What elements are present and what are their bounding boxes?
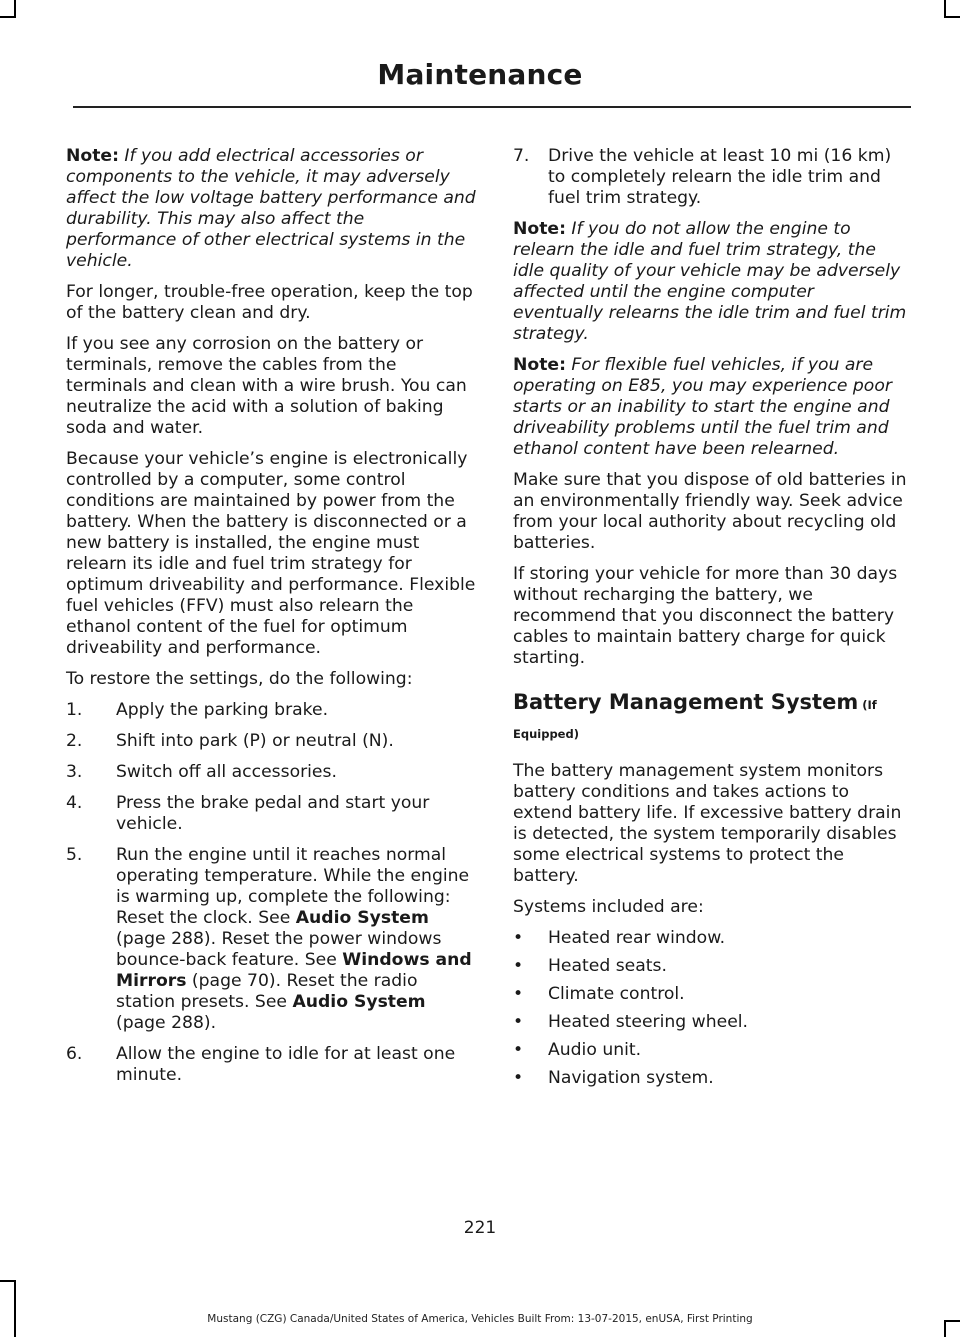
bullet-icon: • [513, 1040, 524, 1060]
note-flexible-fuel [513, 355, 909, 460]
list-item [513, 1012, 909, 1033]
list-item [66, 793, 476, 835]
step-number: 1. [66, 700, 83, 720]
step-text: Run the engine until it reaches normal operating temperature. While the engine is warming up, complete the following: Reset the clock. See [116, 845, 470, 928]
bullet-text: Heated steering wheel. [548, 1012, 749, 1032]
step-number: 5. [66, 845, 83, 865]
bullet-icon: • [513, 984, 524, 1004]
left-column [66, 146, 476, 1096]
step-text: Switch off all accessories. [116, 762, 337, 782]
section-title: Battery Management System [513, 690, 859, 714]
bullet-text: Navigation system. [548, 1068, 714, 1088]
note-label: Note: [513, 355, 566, 375]
page-number: 221 [463, 1218, 497, 1238]
crop-mark [944, 16, 960, 18]
step-number: 2. [66, 731, 83, 751]
step-text: Shift into park (P) or neutral (N). [116, 731, 394, 751]
list-item [66, 1044, 476, 1086]
note-text: For flexible fuel vehicles, if you are operating on E85, you may experience poor starts or an inability to start the engine and driveability problems until the fuel trim and ethanol content have been relearned. [513, 355, 892, 459]
paragraph-corrosion: If you see any corrosion on the battery or terminals, remove the cables from the terminals and clean with a wire brush. You can neutralize the acid with a solution of baking soda and water. [66, 334, 467, 438]
section-qualifier: (If Equipped) [513, 698, 877, 741]
step-text: Apply the parking brake. [116, 700, 329, 720]
paragraph-bms: The battery management system monitors battery conditions and takes actions to extend battery life. If excessive battery drain is detected, the system temporarily disables some electrical systems to protect the battery. [513, 761, 902, 886]
bullet-text: Climate control. [548, 984, 685, 1004]
systems-list [513, 928, 909, 1089]
step-text: (page 70). Reset the radio station presets. See [116, 971, 418, 1012]
list-item [513, 1040, 909, 1061]
paragraph-relearn: Because your vehicle’s engine is electronically controlled by a computer, some control conditions are maintained by power from the battery. When the battery is disconnected or a new battery is installed, the engine must relearn its idle and fuel trim strategy for optimum driveability and performance. Flexible fuel vehicles (FFV) must also relearn the ethanol content of the fuel for optimum driveability and performance. [66, 449, 476, 658]
cross-reference-link[interactable]: Audio System [295, 908, 429, 928]
list-item [66, 845, 476, 1034]
note-idle-quality [513, 219, 909, 345]
note-text: If you add electrical accessories or components to the vehicle, it may adversely affect the low voltage battery performance and durability. This may also affect the performance of other electrical systems in the vehicle. [66, 146, 476, 271]
step-text: (page 288). Reset the power windows bounce-back feature. See [116, 929, 442, 970]
crop-mark [14, 1280, 16, 1337]
step-text: Drive the vehicle at least 10 mi (16 km) to completely relearn the idle trim and fuel trim strategy. [548, 146, 892, 208]
footer-text: Mustang (CZG) Canada/United States of America, Vehicles Built From: 13-07-2015, enUSA, First Printing [207, 1313, 753, 1325]
note-label: Note: [66, 146, 119, 166]
list-item [66, 700, 476, 721]
bullet-text: Audio unit. [548, 1040, 642, 1060]
step-number: 4. [66, 793, 83, 813]
list-item [66, 762, 476, 783]
note-low-voltage [66, 146, 476, 272]
right-column [513, 146, 909, 1096]
step-text: Allow the engine to idle for at least one minute. [116, 1044, 456, 1085]
list-item [513, 956, 909, 977]
paragraph-restore-intro: To restore the settings, do the following: [66, 669, 413, 689]
page-title: Maintenance [377, 58, 583, 91]
paragraph-battery-clean: For longer, trouble-free operation, keep the top of the battery clean and dry. [66, 282, 473, 323]
step-number: 3. [66, 762, 83, 782]
restore-steps [66, 700, 476, 1086]
paragraph-systems-intro: Systems included are: [513, 897, 704, 917]
cross-reference-link[interactable]: Windows and Mirrors [116, 950, 472, 991]
bullet-icon: • [513, 1068, 524, 1088]
crop-mark [0, 16, 16, 18]
bullet-icon: • [513, 956, 524, 976]
crop-mark [0, 1280, 16, 1282]
step-text: Press the brake pedal and start your vehicle. [116, 793, 430, 834]
bullet-icon: • [513, 1012, 524, 1032]
list-item [513, 146, 909, 209]
header-divider [73, 106, 911, 108]
note-label: Note: [513, 219, 566, 239]
step-text: (page 288). [116, 1013, 217, 1033]
section-heading [513, 689, 909, 747]
paragraph-dispose: Make sure that you dispose of old batteries in an environmentally friendly way. Seek advice from your local authority about recycling old batteries. [513, 470, 907, 553]
list-item [513, 984, 909, 1005]
bullet-text: Heated rear window. [548, 928, 726, 948]
bullet-icon: • [513, 928, 524, 948]
list-item [66, 731, 476, 752]
restore-steps-continued [513, 146, 909, 209]
step-number: 7. [513, 146, 530, 166]
paragraph-storing: If storing your vehicle for more than 30 days without recharging the battery, we recommend that you disconnect the battery cables to maintain battery charge for quick starting. [513, 564, 898, 668]
bullet-text: Heated seats. [548, 956, 667, 976]
list-item [513, 928, 909, 949]
step-number: 6. [66, 1044, 83, 1064]
note-text: If you do not allow the engine to relearn the idle and fuel trim strategy, the idle quality of your vehicle may be adversely affected until the engine computer eventually relearns the idle trim and fuel trim strategy. [513, 219, 907, 344]
cross-reference-link[interactable]: Audio System [292, 992, 426, 1012]
list-item [513, 1068, 909, 1089]
